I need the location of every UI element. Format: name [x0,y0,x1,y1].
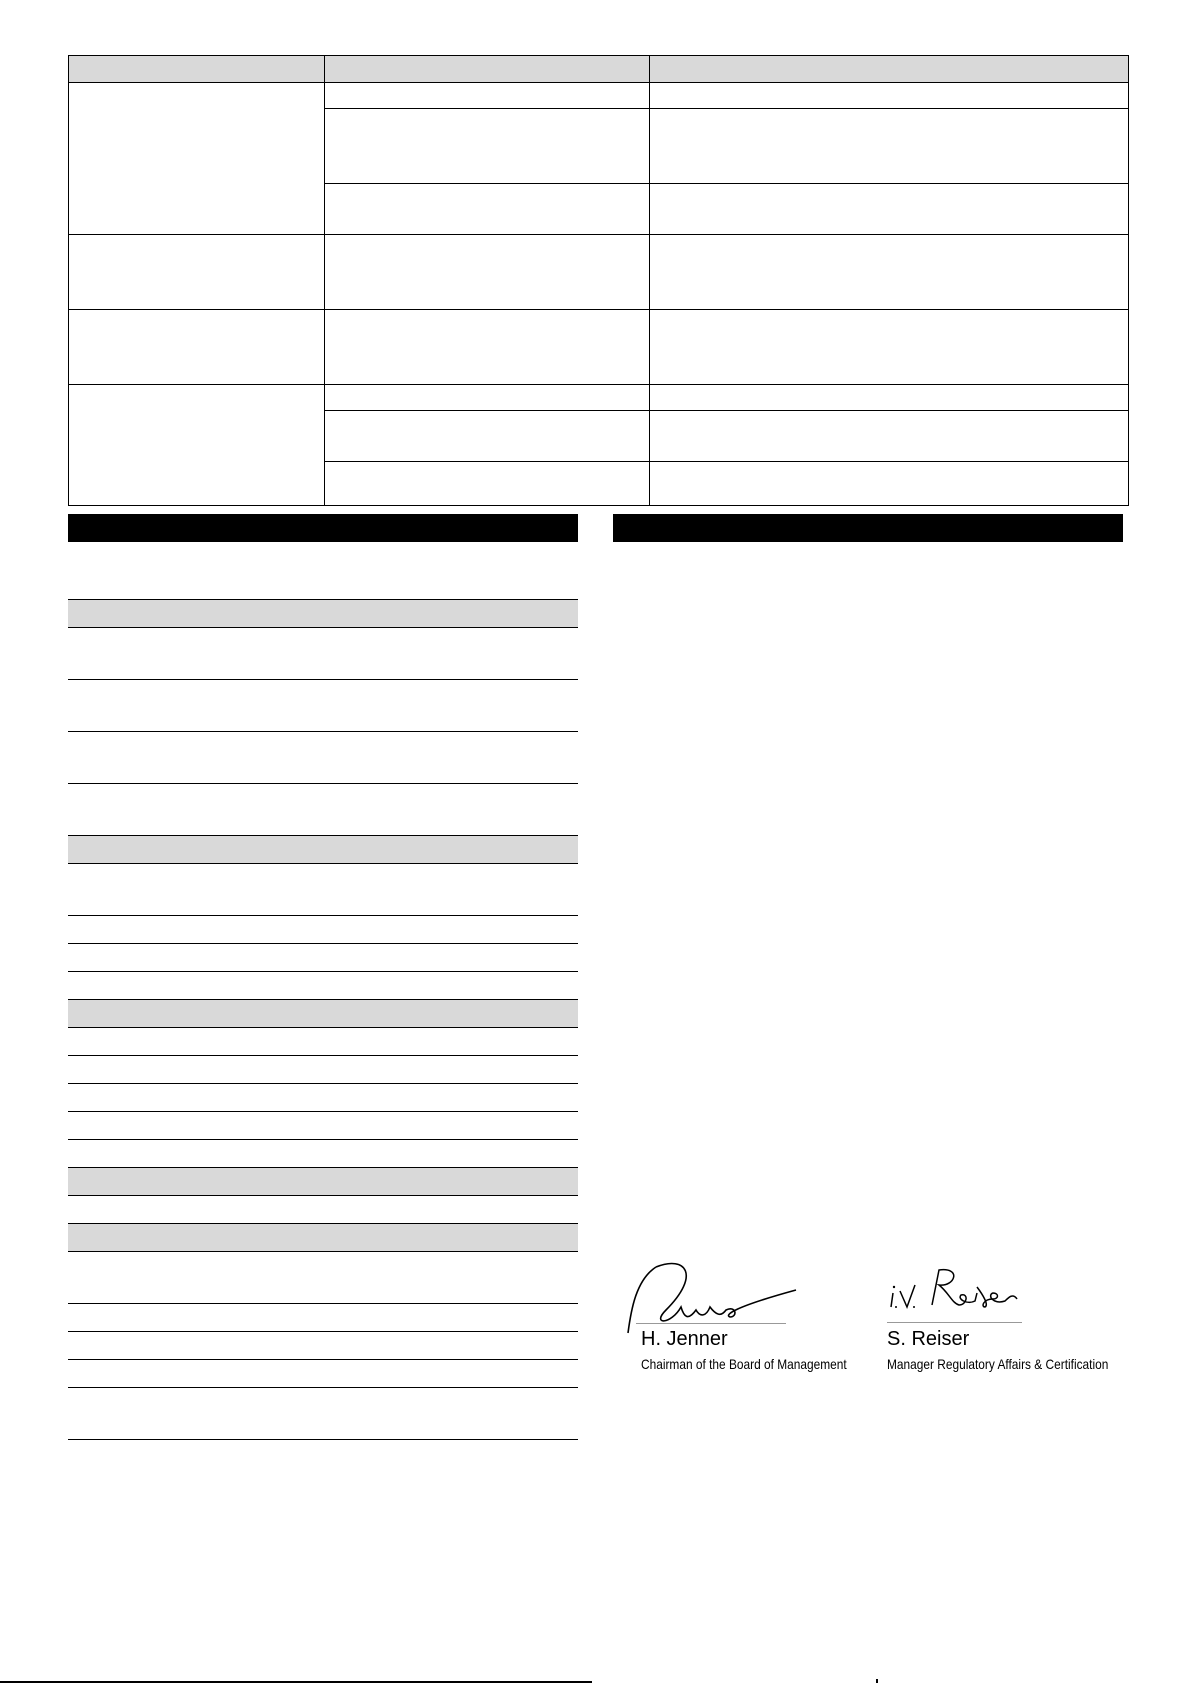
table-row [68,864,578,916]
table-cell [650,462,1129,506]
table-cell [650,411,1129,462]
table-row [68,1196,578,1224]
table-cell [325,385,650,411]
table-cell [650,235,1129,310]
table-cell [69,385,325,506]
table-row [68,1304,578,1332]
table-row [68,1084,578,1112]
technical-data-table [68,548,578,1440]
header-cell-fault [69,56,325,83]
table-row [68,784,578,836]
table-row [68,944,578,972]
table-row [68,1140,578,1168]
signature-name: S. Reiser [887,1328,970,1350]
table-row [69,310,1129,385]
table-group-row [68,600,578,628]
table-cell [325,83,650,109]
section-header-technical-data [68,514,578,542]
header-cell-remedy [650,56,1129,83]
table-row [68,972,578,1000]
table-cell [325,462,650,506]
table-cell [650,184,1129,235]
table-row [68,1028,578,1056]
table-row [68,1252,578,1304]
table-cell [650,109,1129,184]
handwritten-signature-reiser [887,1265,1037,1325]
signature-title: Chairman of the Board of Management [641,1356,847,1372]
table-row [68,1360,578,1388]
troubleshooting-table [68,55,1129,506]
table-group-row [68,1000,578,1028]
table-cell [650,385,1129,411]
table-group-row [68,1168,578,1196]
table-cell [69,83,325,235]
table-row [69,385,1129,411]
table-row [68,680,578,732]
table-row [68,628,578,680]
table-cell [69,235,325,310]
table-cell [325,184,650,235]
table-row [68,1056,578,1084]
footer-tick [876,1679,878,1683]
header-cell-cause [325,56,650,83]
signature-name: H. Jenner [641,1328,728,1350]
table-row [68,1332,578,1360]
table-cell [650,310,1129,385]
table-header-row [69,56,1129,83]
table-cell [650,83,1129,109]
table-row [68,548,578,600]
table-group-row [68,836,578,864]
table-cell [325,310,650,385]
signature-line [887,1322,1022,1323]
table-cell [325,109,650,184]
signature-block-reiser [887,1265,1127,1372]
signature-title: Manager Regulatory Affairs & Certification [887,1356,1109,1372]
signature-line [636,1323,786,1324]
footer-rule [0,1681,592,1683]
table-row [69,83,1129,109]
table-row [68,732,578,784]
table-row [68,916,578,944]
table-cell [69,310,325,385]
table-cell [325,235,650,310]
section-header-declaration [613,514,1123,542]
table-cell [325,411,650,462]
table-row [68,1112,578,1140]
table-row [69,235,1129,310]
table-row [68,1388,578,1440]
table-group-row [68,1224,578,1252]
signature-block-jenner [626,1255,847,1372]
